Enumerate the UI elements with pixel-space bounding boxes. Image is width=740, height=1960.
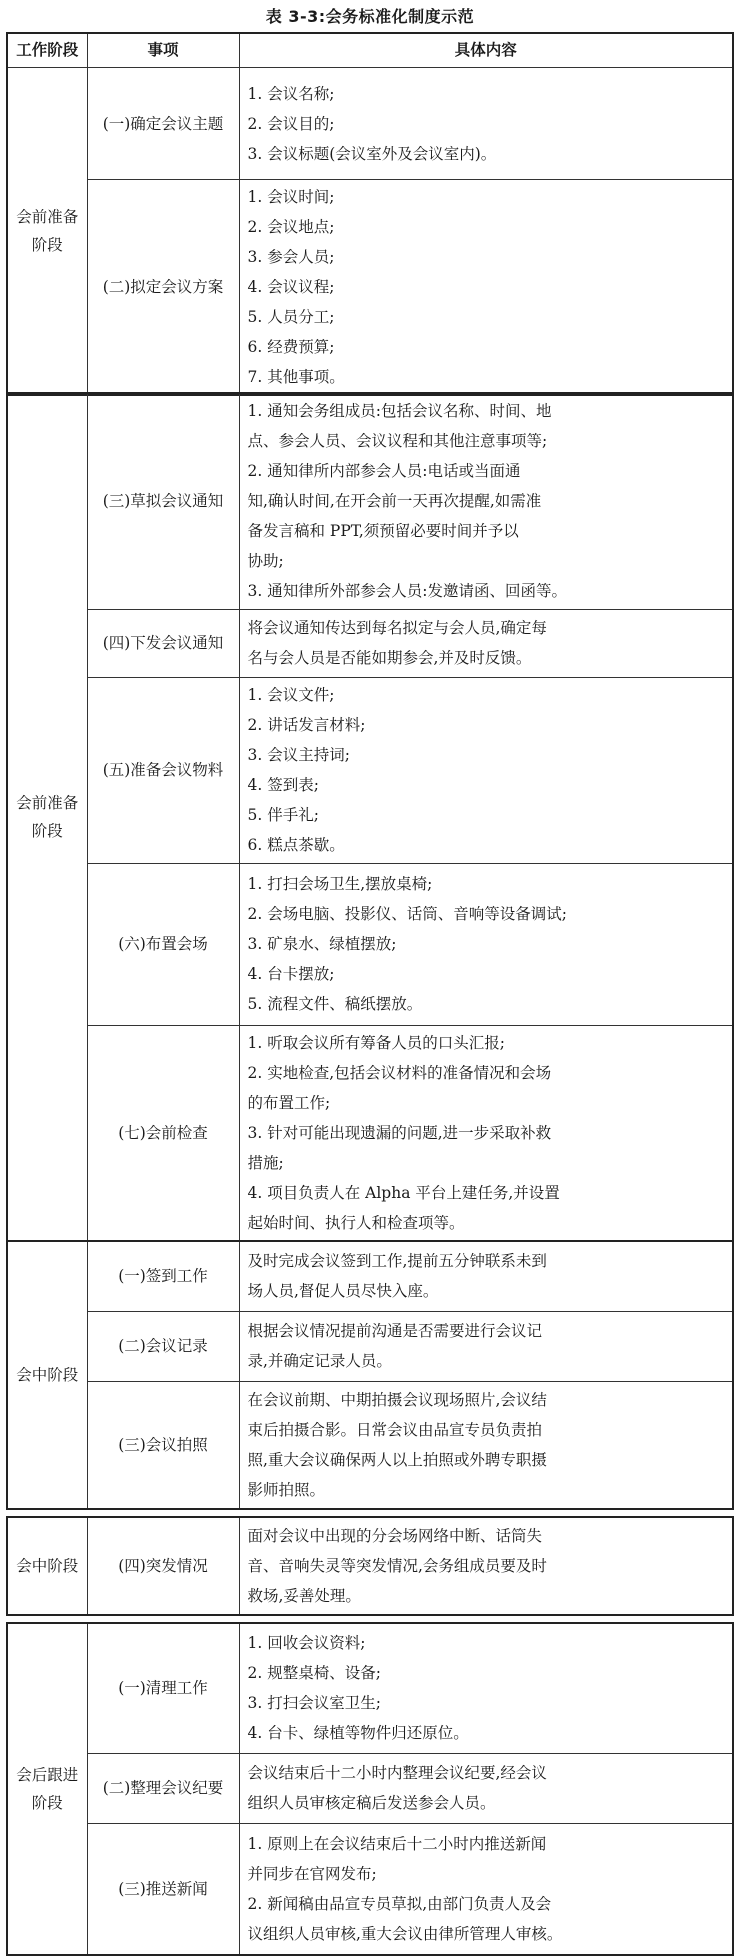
item-cell: (二)拟定会议方案: [87, 180, 239, 396]
content-line: 4. 台卡摆放;: [247, 965, 335, 983]
content-line: 5. 流程文件、稿纸摆放。: [247, 995, 423, 1013]
table-row: [7, 68, 733, 180]
item-cell: (一)确定会议主题: [87, 68, 239, 180]
content-cell: [239, 1753, 733, 1823]
stage-cell: 会前准备 阶段: [7, 393, 87, 1241]
table-row: [7, 1311, 733, 1381]
table-row: [7, 677, 733, 863]
header-stage: 工作阶段: [7, 33, 87, 68]
content-line: 6. 糕点茶歇。: [247, 836, 345, 854]
table-section-2: [6, 392, 734, 1242]
content-line: 3. 打扫会议室卫生;: [247, 1694, 381, 1713]
content-line: 2. 规整桌椅、设备;: [247, 1664, 381, 1683]
table-row: [7, 863, 733, 1025]
content-cell: [239, 68, 733, 180]
content-line: 4. 会议议程;: [247, 278, 335, 296]
content-cell: [239, 180, 733, 396]
content-line: 场人员,督促人员尽快入座。: [247, 1282, 439, 1301]
item-cell: (一)签到工作: [87, 1241, 239, 1311]
content-cell: [239, 1623, 733, 1753]
content-cell: [239, 393, 733, 609]
item-cell: (一)清理工作: [87, 1623, 239, 1753]
stage-cell: 会中阶段: [7, 1241, 87, 1509]
content-line: 3. 会议主持词;: [247, 746, 350, 764]
content-line: 名与会人员是否能如期参会,并及时反馈。: [247, 649, 532, 667]
item-cell: (七)会前检查: [87, 1025, 239, 1241]
content-line: 组织人员审核定稿后发送参会人员。: [247, 1794, 496, 1812]
table-row: [7, 1753, 733, 1823]
stage-cell: 会前准备 阶段: [7, 68, 87, 396]
content-line: 6. 经费预算;: [247, 338, 335, 356]
header-content: 具体内容: [239, 33, 733, 68]
content-line: 根据会议情况提前沟通是否需要进行会议记: [247, 1322, 543, 1340]
item-cell: (三)推送新闻: [87, 1823, 239, 1955]
content-line: 3. 通知律所外部参会人员:发邀请函、回函等。: [247, 582, 567, 601]
content-line: 1. 会议时间;: [247, 188, 335, 206]
content-line: 3. 会议标题(会议室外及会议室内)。: [247, 144, 497, 163]
item-cell: (三)会议拍照: [87, 1381, 239, 1509]
content-line: 1. 打扫会场卫生,摆放桌椅;: [247, 875, 433, 893]
content-line: 5. 人员分工;: [247, 308, 335, 326]
content-cell: [239, 1311, 733, 1381]
table-row: [7, 1381, 733, 1509]
stage-cell: 会后跟进 阶段: [7, 1623, 87, 1955]
content-line: 5. 伴手礼;: [247, 806, 319, 824]
content-cell: [239, 1823, 733, 1955]
table-section-4: [6, 1516, 734, 1616]
content-cell: [239, 1381, 733, 1509]
table-row: [7, 609, 733, 677]
content-line: 1. 回收会议资料;: [247, 1634, 366, 1653]
content-line: 2. 通知律所内部参会人员:电话或当面通: [247, 462, 521, 481]
header-item: 事项: [87, 33, 239, 68]
content-line: 点、参会人员、会议议程和其他注意事项等;: [247, 432, 548, 451]
content-line: 1. 听取会议所有筹备人员的口头汇报;: [247, 1033, 505, 1052]
content-line: 4. 台卡、绿植等物件归还原位。: [247, 1724, 469, 1743]
stage-cell: 会中阶段: [7, 1517, 87, 1615]
item-cell: (四)突发情况: [87, 1517, 239, 1615]
table-section-5: [6, 1622, 734, 1956]
table-row: [7, 1025, 733, 1241]
item-cell: (二)整理会议纪要: [87, 1753, 239, 1823]
content-line: 录,并确定记录人员。: [247, 1352, 392, 1370]
table-section-3: [6, 1240, 734, 1510]
item-cell: (四)下发会议通知: [87, 609, 239, 677]
content-cell: [239, 1241, 733, 1311]
content-line: 2. 会议目的;: [247, 114, 335, 133]
content-line: 2. 会场电脑、投影仪、话筒、音响等设备调试;: [247, 905, 567, 923]
content-line: 音、音响失灵等突发情况,会务组成员要及时: [247, 1557, 547, 1575]
content-line: 照,重大会议确保两人以上拍照或外聘专职摄: [247, 1450, 547, 1469]
table-row: [7, 1623, 733, 1753]
table-caption: 表 3-3:会务标准化制度示范: [265, 7, 475, 26]
content-line: 4. 项目负责人在 Alpha 平台上建任务,并设置: [247, 1183, 560, 1202]
content-line: 及时完成会议签到工作,提前五分钟联系未到: [247, 1252, 547, 1271]
header-row: [7, 33, 733, 68]
content-line: 1. 原则上在会议结束后十二小时内推送新闻: [247, 1834, 547, 1853]
content-line: 2. 实地检查,包括会议材料的准备情况和会场: [247, 1063, 552, 1082]
table-row: [7, 1517, 733, 1615]
content-line: 束后拍摄合影。日常会议由品宣专员负责拍: [247, 1420, 543, 1439]
content-cell: [239, 1025, 733, 1241]
table-row: [7, 393, 733, 609]
item-cell: (三)草拟会议通知: [87, 393, 239, 609]
content-line: 3. 针对可能出现遗漏的问题,进一步采取补救: [247, 1123, 552, 1142]
content-cell: [239, 609, 733, 677]
content-line: 1. 会议文件;: [247, 686, 335, 704]
content-line: 救场,妥善处理。: [247, 1587, 361, 1605]
content-line: 1. 通知会务组成员:包括会议名称、时间、地: [247, 402, 552, 421]
content-line: 协助;: [247, 552, 284, 571]
content-line: 措施;: [247, 1153, 284, 1172]
table-section-1: [6, 32, 734, 396]
content-line: 会议结束后十二小时内整理会议纪要,经会议: [247, 1764, 547, 1782]
content-cell: [239, 1517, 733, 1615]
content-line: 的布置工作;: [247, 1093, 331, 1112]
item-cell: (五)准备会议物料: [87, 677, 239, 863]
content-line: 议组织人员审核,重大会议由律所管理人审核。: [247, 1924, 563, 1943]
content-cell: [239, 863, 733, 1025]
content-line: 3. 参会人员;: [247, 248, 335, 266]
content-line: 并同步在官网发布;: [247, 1864, 377, 1883]
content-line: 4. 签到表;: [247, 776, 319, 794]
content-line: 在会议前期、中期拍摄会议现场照片,会议结: [247, 1390, 547, 1409]
table-row: [7, 180, 733, 396]
content-line: 2. 会议地点;: [247, 218, 335, 236]
table-row: [7, 1241, 733, 1311]
content-line: 备发言稿和 PPT,须预留必要时间并予以: [247, 522, 519, 541]
content-line: 1. 会议名称;: [247, 84, 335, 103]
content-line: 2. 讲话发言材料;: [247, 716, 366, 734]
content-line: 3. 矿泉水、绿植摆放;: [247, 935, 397, 953]
content-line: 面对会议中出现的分会场网络中断、话筒失: [247, 1527, 543, 1545]
content-line: 知,确认时间,在开会前一天再次提醒,如需准: [247, 492, 542, 511]
table-row: [7, 1823, 733, 1955]
content-cell: [239, 677, 733, 863]
content-line: 影师拍照。: [247, 1480, 326, 1499]
item-cell: (六)布置会场: [87, 863, 239, 1025]
content-line: 将会议通知传达到每名拟定与会人员,确定每: [247, 619, 547, 637]
content-line: 2. 新闻稿由品宣专员草拟,由部门负责人及会: [247, 1894, 552, 1913]
content-line: 起始时间、执行人和检查项等。: [247, 1213, 465, 1232]
content-line: 7. 其他事项。: [247, 368, 345, 386]
item-cell: (二)会议记录: [87, 1311, 239, 1381]
